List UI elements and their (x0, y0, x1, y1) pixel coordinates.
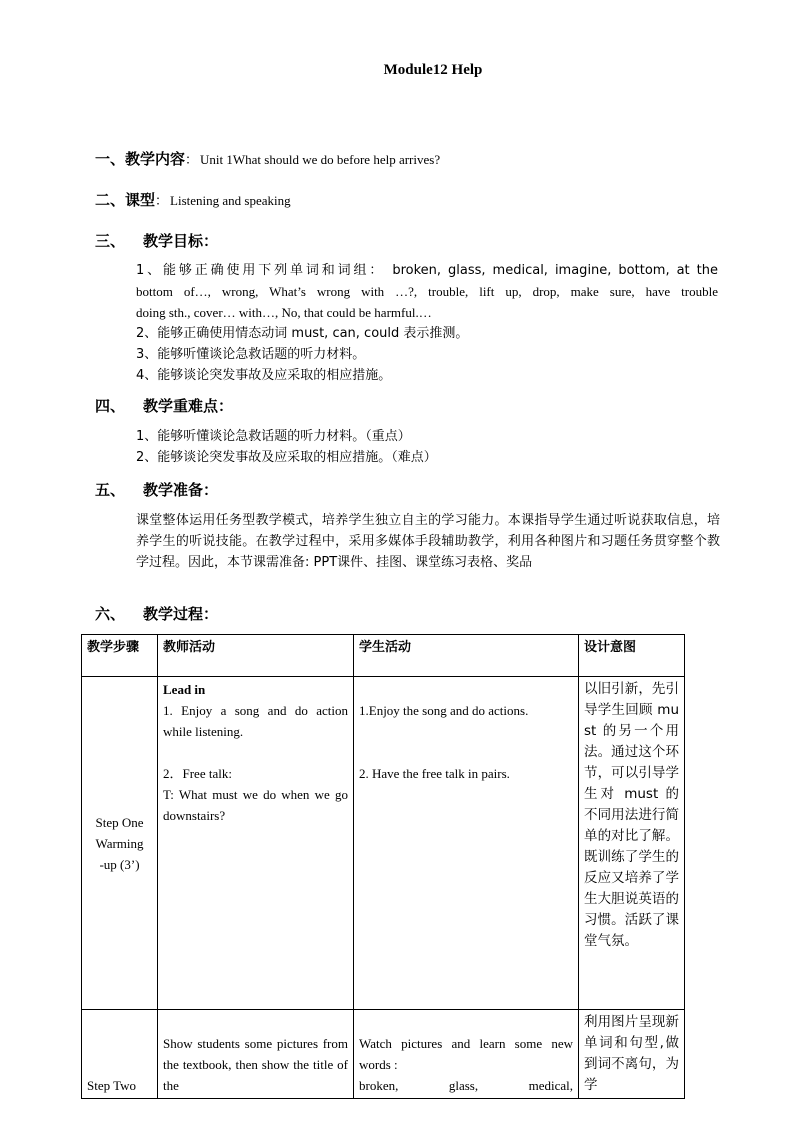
header-student-activity: 学生活动 (354, 635, 579, 677)
page-title: Module12 Help (383, 62, 483, 78)
preparation-paragraph: 课堂整体运用任务型教学模式，培养学生独立自主的学习能力。本课指导学生通过听说获取信息，培养学生的听说技能。在教学过程中，采用多媒体手段辅助教学，利用各种图片和习题任务贯穿整个教学过程。因此，本节课需准备: PPT课件、挂图、课堂练习表格、奖品 (136, 513, 720, 570)
step-subname: Warming (95, 835, 144, 851)
teacher-activity-3: T: What must we do when we go downstairs? (163, 787, 348, 823)
section-value: Unit 1What should we do before help arrives? (200, 152, 441, 167)
design-intent-cell: 以旧引新，先引导学生回顾 must 的另一个用法。通过这个环节，可以引导学生对 must 的不同用法进行简单的对比了解。既训练了学生的反应又培养了学生大胆说英语的习惯。活跃了课堂气氛。 (579, 677, 685, 1010)
teacher-activity-cell (158, 1010, 354, 1099)
student-activity-2: broken, glass, medical, (359, 1078, 573, 1093)
student-activity-1: 1.Enjoy the song and do actions. (359, 703, 529, 718)
key-point-2: 2、能够谈论突发事故及应采取的相应措施。（难点） (136, 450, 437, 465)
teacher-activity-1: Show students some pictures from the textbook, then show the title of the (163, 1036, 348, 1093)
header-teacher-activity: 教师活动 (158, 635, 354, 677)
design-intent-cell: 利用图片呈现新单词和句型,做到词不离句，为学 (579, 1010, 685, 1099)
student-activity-cell (354, 677, 579, 1010)
step-cell (82, 1010, 158, 1099)
section-label: 教学准备： (143, 481, 219, 499)
objective-1-line-2: bottom of…, wrong, What’s wrong with …?, trouble, lift up, drop, make sure, have trouble (136, 284, 718, 299)
section-colon: ： (155, 194, 169, 209)
section-label: 二、课型 (95, 191, 156, 209)
section-number: 四、 (95, 397, 126, 415)
step-cell (82, 677, 158, 1010)
section-process-heading (95, 603, 218, 624)
objective-3: 3、能够听懂谈论急救话题的听力材料。 (136, 347, 366, 362)
teaching-process-table (81, 634, 685, 1099)
section-colon: ： (185, 153, 199, 168)
objective-2: 2、能够正确使用情态动词 must, can, could 表示推测。 (136, 326, 469, 341)
table-header-row (82, 635, 685, 677)
section-label: 一、教学内容 (95, 150, 186, 168)
section-objectives-heading (95, 230, 218, 251)
step-duration: -up (3’) (99, 856, 140, 872)
teacher-activity-cell (158, 677, 354, 1010)
table-row (82, 677, 685, 1010)
objective-1-line-3: doing sth., cover… with…, No, that could be harmful.… (136, 305, 432, 320)
section-number: 五、 (95, 481, 126, 499)
student-activity-1: Watch pictures and learn some new words : (359, 1036, 573, 1072)
section-number: 六、 (95, 605, 126, 623)
section-lesson-type (95, 189, 291, 210)
step-name: Step Two (87, 1078, 137, 1093)
section-key-points-heading (95, 395, 233, 416)
section-number: 三、 (95, 232, 126, 250)
teacher-activity-1: 1. Enjoy a song and do action while listening. (163, 703, 348, 739)
header-step: 教学步骤 (82, 635, 158, 677)
header-design-intent: 设计意图 (579, 635, 685, 677)
section-value: Listening and speaking (170, 193, 291, 208)
key-point-1: 1、能够听懂谈论急救话题的听力材料。（重点） (136, 429, 411, 444)
activity-heading: Lead in (163, 682, 206, 697)
student-activity-2: 2. Have the free talk in pairs. (359, 766, 510, 781)
section-teaching-content (95, 148, 440, 169)
student-activity-cell (354, 1010, 579, 1099)
table-row (82, 1010, 685, 1099)
teacher-activity-2: 2．Free talk: (163, 766, 232, 781)
objective-1-line-1: 1、能够正确使用下列单词和词组： broken, glass, medical, imagine, bottom, at the (136, 263, 718, 278)
section-preparation-heading (95, 479, 218, 500)
step-name: Step One (95, 814, 144, 830)
section-label: 教学重难点： (143, 397, 234, 415)
section-label: 教学目标： (143, 232, 219, 250)
objective-4: 4、能够谈论突发事故及应采取的相应措施。 (136, 368, 392, 383)
section-label: 教学过程： (143, 605, 219, 623)
